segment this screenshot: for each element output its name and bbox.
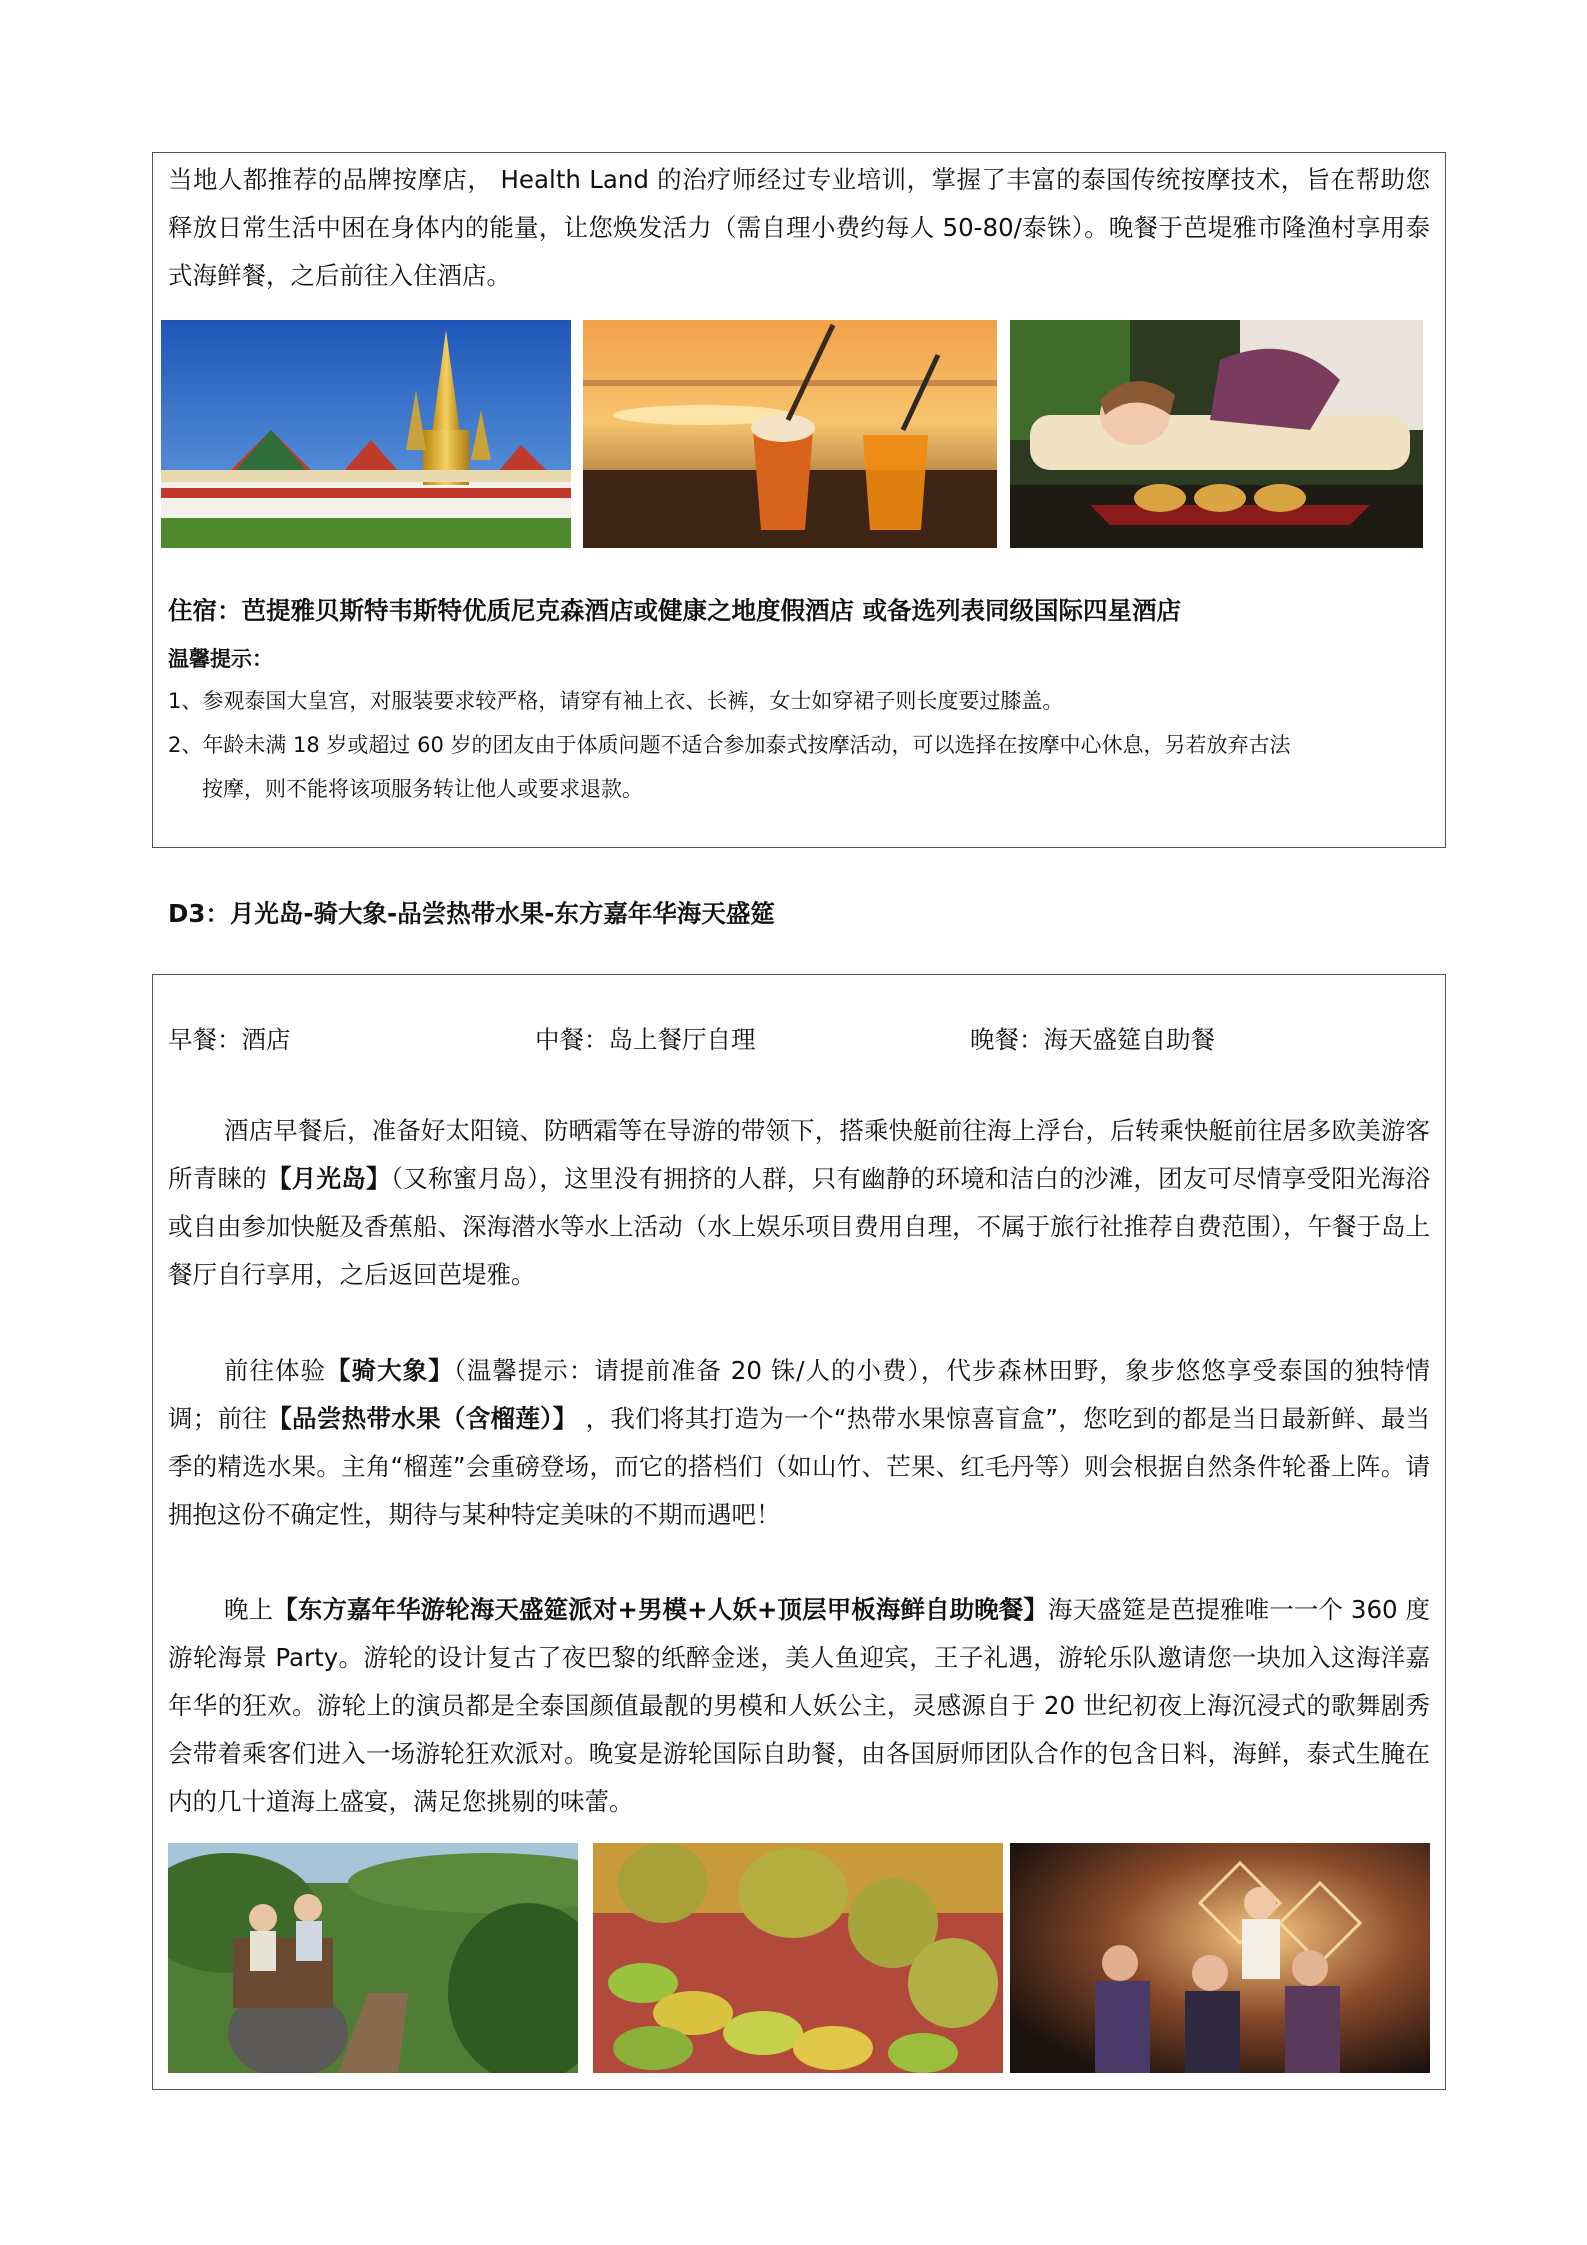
moon-island-paragraph — [168, 1107, 1430, 1299]
tip-item-2-line1: 2、年龄未满 18 岁或超过 60 岁的团友由于体质问题不适合参加泰式按摩活动，可以选择在按摩中心休息，另若放弃古法 — [168, 733, 1291, 757]
elephant-text-a: 前往体验 — [224, 1356, 327, 1385]
sunset-drinks-photo — [583, 320, 997, 548]
lunch-info: 中餐：岛上餐厅自理 — [535, 1025, 756, 1054]
thai-massage-photo — [1010, 320, 1423, 548]
massage-dinner-paragraph: 当地人都推荐的品牌按摩店， Health Land 的治疗师经过专业培训，掌握了丰富的泰国传统按摩技术，旨在帮助您释放日常生活中困在身体内的能量，让您焕发活力（需自理小费约每人 50-80/泰铢）。晚餐于芭堤雅市隆渔村享用泰式海鲜餐，之后前往入住酒店。 — [168, 165, 1430, 290]
fruit-text: ，我们将其打造为一个“热带水果惊喜盲盒”，您吃到的都是当日最新鲜、最当季的精选水果。主角“榴莲”会重磅登场，而它的搭档们（如山竹、芒果、红毛丹等）则会根据自然条件轮番上阵。请拥抱这份不确定性，期待与某种特定美味的不期而遇吧！ — [168, 1404, 1431, 1529]
moon-island-text-b: （又称蜜月岛），这里没有拥挤的人群，只有幽静的环境和洁白的沙滩，团友可尽情享受阳光海浴或自由参加快艇及香蕉船、深海潜水等水上活动（水上娱乐项目费用自理，不属于旅行社推荐自费范围），午餐于岛上餐厅自行享用，之后返回芭堤雅。 — [168, 1164, 1431, 1289]
breakfast-info: 早餐：酒店 — [168, 1025, 291, 1054]
cruise-text-a: 晚上 — [224, 1595, 274, 1624]
moon-island-highlight: 【月光岛】 — [266, 1164, 391, 1193]
fruit-highlight: 【品尝热带水果（含榴莲）】 — [267, 1404, 578, 1433]
cruise-highlight: 【东方嘉年华游轮海天盛筵派对+男模+人妖+顶层甲板海鲜自助晚餐】 — [273, 1595, 1048, 1624]
elephant-text-b: （温馨提示：请提前准备 20 铢/人的小费），代步森林田野，象步悠悠享受泰国的独特情调；前往 — [168, 1356, 1431, 1433]
tips-heading: 温馨提示： — [168, 647, 273, 671]
moon-island-text-a: 酒店早餐后，准备好太阳镜、防晒霜等在导游的带领下，搭乘快艇前往海上浮台，后转乘快艇前往居多欧美游客所青睐的 — [168, 1116, 1430, 1193]
tip-item-1: 1、参观泰国大皇宫，对服装要求较严格，请穿有袖上衣、长裤，女士如穿裙子则长度要过膝盖。 — [168, 689, 1064, 713]
tip-item-2 — [168, 723, 1430, 811]
elephant-fruit-paragraph — [168, 1347, 1430, 1539]
carnival-cruise-paragraph — [168, 1586, 1430, 1826]
cruise-text-b: 海天盛筵是芭提雅唯一一个 360 度游轮海景 Party。游轮的设计复古了夜巴黎的纸醉金迷，美人鱼迎宾，王子礼遇，游轮乐队邀请您一块加入这海洋嘉年华的狂欢。游轮上的演员都是全泰国颜值最靓的男模和人妖公主，灵感源自于 20 世纪初夜上海沉浸式的歌舞剧秀会带着乘客们进入一场游轮狂欢派对。晚宴是游轮国际自助餐，由各国厨师团队合作的包含日料，海鲜，泰式生腌在内的几十道海上盛宴，满足您挑剔的味蕾。 — [168, 1595, 1430, 1816]
cruise-party-photo — [1010, 1843, 1430, 2073]
tropical-fruit-photo — [593, 1843, 1003, 2073]
accommodation-line: 住宿：芭提雅贝斯特韦斯特优质尼克森酒店或健康之地度假酒店 或备选列表同级国际四星酒店 — [168, 596, 1182, 625]
day3-title: D3：月光岛-骑大象-品尝热带水果-东方嘉年华海天盛筵 — [168, 899, 775, 928]
grand-palace-photo — [161, 320, 571, 548]
elephant-ride-photo — [168, 1843, 578, 2073]
dinner-info: 晚餐：海天盛筵自助餐 — [970, 1025, 1215, 1054]
elephant-highlight: 【骑大象】 — [326, 1356, 454, 1385]
tip-item-2-line2: 按摩，则不能将该项服务转让他人或要求退款。 — [202, 777, 643, 801]
